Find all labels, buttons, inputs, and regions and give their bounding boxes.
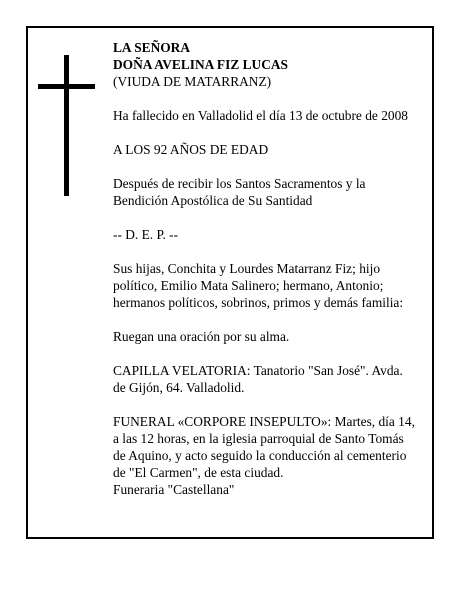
deceased-name: DOÑA AVELINA FIZ LUCAS [113, 57, 288, 72]
cross-vertical-bar [64, 55, 69, 196]
family-line: hermanos políticos, sobrinos, primos y demás familia: [113, 295, 404, 310]
funeral-line: a las 12 horas, en la iglesia parroquial de Santo Tomás [113, 431, 404, 446]
family-line: Sus hijas, Conchita y Lourdes Matarranz Fiz; hijo [113, 261, 381, 276]
chapel-line: de Gijón, 64. Valladolid. [113, 380, 245, 395]
widow-note: (VIUDA DE MATARRANZ) [113, 74, 272, 89]
rip-line: -- D. E. P. -- [113, 227, 179, 242]
age-line: A LOS 92 AÑOS DE EDAD [113, 142, 269, 157]
chapel-line: CAPILLA VELATORIA: Tanatorio "San José". Avda. [113, 363, 403, 378]
funeral-line: de Aquino, y acto seguido la conducción al cementerio [113, 448, 407, 463]
sacraments-line: Bendición Apostólica de Su Santidad [113, 193, 313, 208]
cross-horizontal-bar [38, 84, 95, 89]
family-line: político, Emilio Mata Salinero; hermano, Antonio; [113, 278, 384, 293]
prayer-line: Ruegan una oración por su alma. [113, 329, 290, 344]
death-notice: Ha fallecido en Valladolid el día 13 de octubre de 2008 [113, 108, 408, 123]
funeral-line: de "El Carmen", de esta ciudad. [113, 465, 284, 480]
header-title: LA SEÑORA [113, 40, 191, 55]
sacraments-line: Después de recibir los Santos Sacramentos y la [113, 176, 366, 191]
funeral-home: Funeraria "Castellana" [113, 482, 235, 497]
funeral-line: FUNERAL «CORPORE INSEPULTO»: Martes, día 14, [113, 414, 415, 429]
obituary-text [113, 39, 428, 498]
